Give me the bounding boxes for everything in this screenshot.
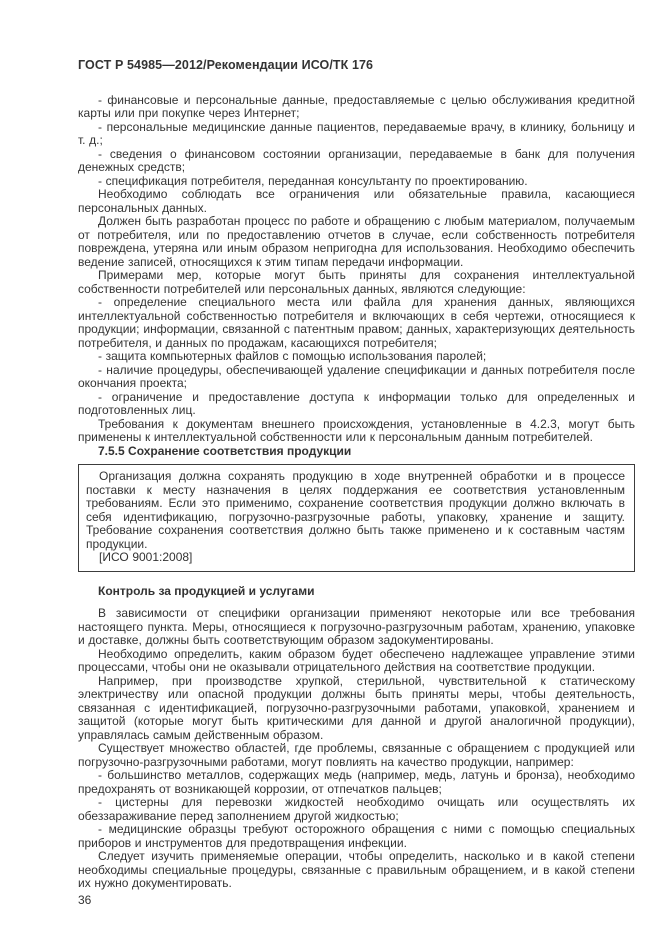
list-item: - персональные медицинские данные пациентов, передаваемые врачу, в клинику, больницу и т. д.; bbox=[78, 119, 635, 147]
paragraph: Необходимо определить, каким образом будет обеспечено надлежащее управление этими процессами, чтобы они не оказывали отрицательного действия на соответствие продукции. bbox=[78, 646, 635, 674]
list-item: - цистерны для перевозки жидкостей необходимо очищать или осуществлять их обеззараживание перед заполнением другой жидкостью; bbox=[78, 795, 635, 823]
list-item: - наличие процедуры, обеспечивающей удаление спецификации и данных потребителя после окончания проекта; bbox=[78, 362, 635, 390]
quote-source: [ИСО 9001:2008] bbox=[99, 550, 193, 564]
list-item: - ограничение и предоставление доступа к информации только для определенных и подготовленных лиц. bbox=[78, 389, 635, 417]
paragraph: В зависимости от специфики организации применяют некоторые или все требования настоящего пункта. Меры, относящиеся к погрузочно-разгрузочным работам, хранению, упаковке и доставке, должны быть соответствующим образом задокументированы. bbox=[78, 606, 635, 647]
paragraph: Должен быть разработан процесс по работе и обращению с любым материалом, получаемым от потребителя, или по предоставлению отчетов в случае, если собственность потребителя повреждена, утеряна или иным образом непригодна для использования. Необходимо обеспечить ведение записей, относящихся к этим типам передачи информации. bbox=[78, 214, 635, 269]
paragraph: Например, при производстве хрупкой, стерильной, чувствительной к статическому электричеству или опасной продукции должны быть приняты меры, чтобы деятельность, связанная с идентификацией, погрузочно-разгрузочными работами, упаковкой, хранением и защитой (которые могут быть критическими для данной и другой аналогичной продукции), управлялась самым действенным образом. bbox=[78, 673, 635, 742]
list-item: - спецификация потребителя, переданная консультанту по проектированию. bbox=[98, 173, 528, 188]
quote-box bbox=[78, 464, 635, 572]
document-header-title: ГОСТ Р 54985—2012/Рекомендации ИСО/ТК 176 bbox=[78, 58, 374, 72]
quote-text: Организация должна сохранять продукцию в ходе внутренней обработки и в процессе поставки к месту назначения в целях поддержания ее соответствия установленным требованиям. Если это применимо, сохранение соответствия продукции должно включать в себя идентификацию, погрузочно-разгрузочные работы, упаковку, хранение и защиту. Требование сохранения соответствия должно быть также применено и к составным частям продукции. bbox=[86, 469, 625, 551]
list-item: - определение специального места или файла для хранения данных, являющихся интеллектуальной собственностью потребителя и включающих в себя чертежи, относящиеся к продукции; информации, связанной с патентным правом; данных, характеризующих деятельность потребителя, и данных по продажам, касающихся потребителя; bbox=[78, 295, 635, 350]
paragraph: Требования к документам внешнего происхождения, установленные в 4.2.3, могут быть применены к интеллектуальной собственности или к персональным данным потребителей. bbox=[78, 416, 635, 444]
list-item: - защита компьютерных файлов с помощью использования паролей; bbox=[98, 349, 487, 363]
paragraph: Необходимо соблюдать все ограничения или обязательные правила, касающиеся персональных данных. bbox=[78, 187, 635, 215]
section-heading-755: 7.5.5 Сохранение соответствия продукции bbox=[98, 443, 352, 458]
list-item: - финансовые и персональные данные, предоставляемые с целью обслуживания кредитной карты или при покупке через Интернет; bbox=[78, 92, 635, 120]
list-item: - большинство металлов, содержащих медь (например, медь, латунь и бронза), необходимо предохранять от возникающей коррозии, от отпечатков пальцев; bbox=[78, 768, 635, 796]
subsection-heading: Контроль за продукцией и услугами bbox=[98, 583, 315, 598]
page-number: 36 bbox=[78, 892, 92, 907]
paragraph: Существует множество областей, где проблемы, связанные с обращением с продукцией или погрузочно-разгрузочными работами, могут повлиять на качество продукции, например: bbox=[78, 741, 635, 769]
paragraph: Примерами мер, которые могут быть приняты для сохранения интеллектуальной собственности потребителей или персональных данных, являются следующие: bbox=[78, 268, 635, 296]
list-item: - медицинские образцы требуют осторожного обращения с ними с помощью специальных приборов и инструментов для предотвращения инфекции. bbox=[78, 822, 635, 850]
paragraph: Следует изучить применяемые операции, чтобы определить, насколько и в какой степени необходимы специальные процедуры, связанные с правильным обращением, и в какой степени их нужно документировать. bbox=[78, 849, 635, 890]
list-item: - сведения о финансовом состоянии организации, передаваемые в банк для получения денежных средств; bbox=[78, 146, 635, 174]
